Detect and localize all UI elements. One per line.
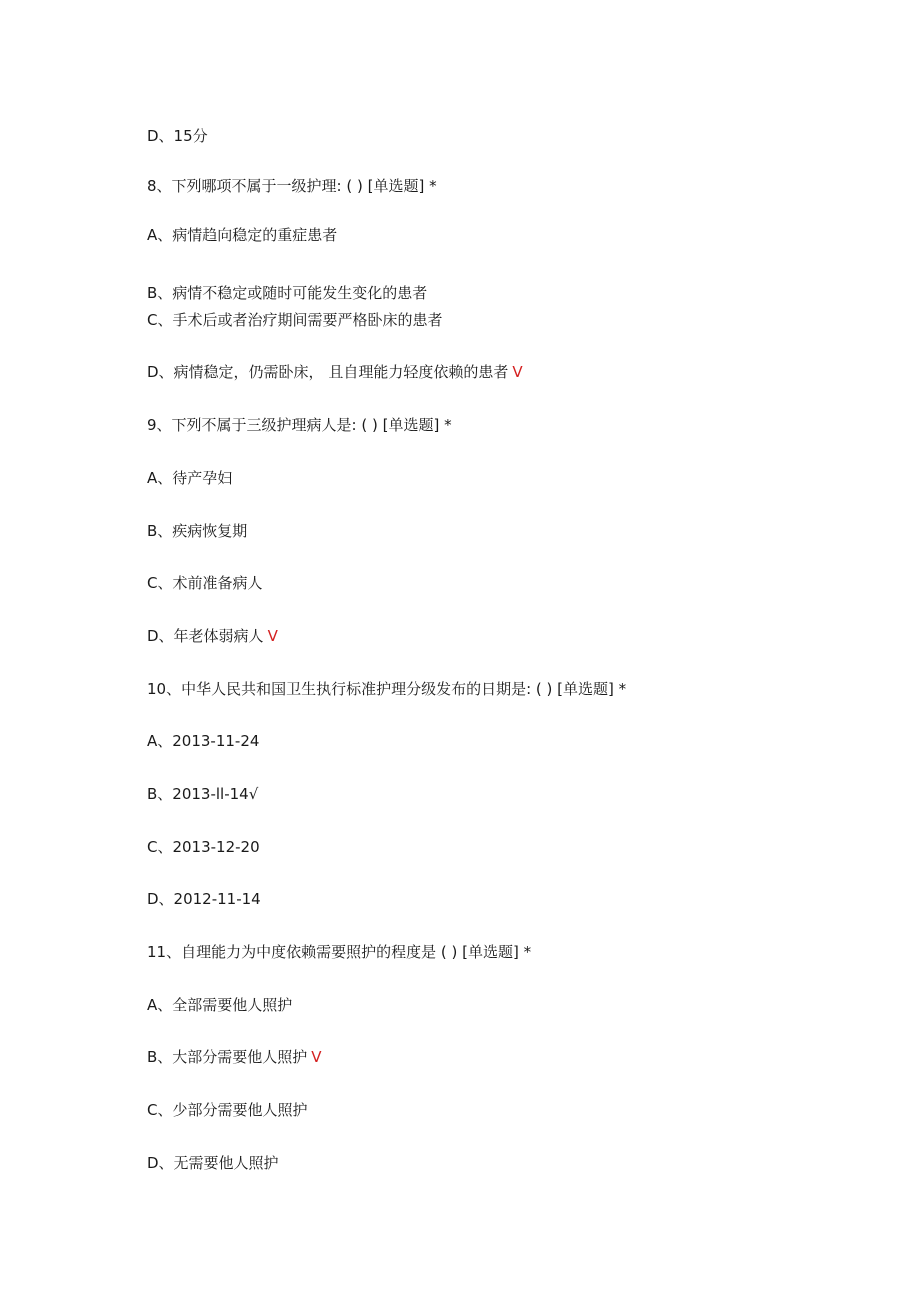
q11-option-c: C、少部分需要他人照护 bbox=[147, 1101, 308, 1119]
q8-option-b: B、病情不稳定或随时可能发生变化的患者 bbox=[147, 284, 428, 302]
q8-question: 8、下列哪项不属于一级护理: ( ) [单选题] * bbox=[147, 177, 437, 195]
q10-option-a: A、2013-11-24 bbox=[147, 732, 260, 750]
q10-option-c: C、2013-12-20 bbox=[147, 838, 260, 856]
q8-option-a: A、病情趋向稳定的重症患者 bbox=[147, 226, 338, 244]
q10-option-d: D、2012-11-14 bbox=[147, 890, 261, 908]
q8-option-d: D、病情稳定，仍需卧床， 且自理能力轻度依赖的患者 V bbox=[147, 363, 523, 381]
q9-option-a: A、待产孕妇 bbox=[147, 469, 233, 487]
correct-answer-mark: V bbox=[512, 363, 523, 381]
q10-option-b: B、2013-ll-14√ bbox=[147, 785, 259, 803]
q11-option-d: D、无需要他人照护 bbox=[147, 1154, 279, 1172]
correct-answer-mark: V bbox=[311, 1048, 322, 1066]
q9-option-d: D、年老体弱病人 V bbox=[147, 627, 278, 645]
q11-question: 11、自理能力为中度依赖需要照护的程度是 ( ) [单选题] * bbox=[147, 943, 532, 961]
q7-option-d: D、15分 bbox=[147, 127, 208, 145]
q10-question: 10、中华人民共和国卫生执行标准护理分级发布的日期是: ( ) [单选题] * bbox=[147, 680, 627, 698]
q9-option-c: C、术前准备病人 bbox=[147, 574, 263, 592]
q9-option-b: B、疾病恢复期 bbox=[147, 522, 248, 540]
q11-option-b: B、大部分需要他人照护 V bbox=[147, 1048, 322, 1066]
q8-option-c: C、手术后或者治疗期间需要严格卧床的患者 bbox=[147, 311, 443, 329]
q11-option-a: A、全部需要他人照护 bbox=[147, 996, 293, 1014]
q9-question: 9、下列不属于三级护理病人是: ( ) [单选题] * bbox=[147, 416, 452, 434]
correct-answer-mark: V bbox=[267, 627, 278, 645]
